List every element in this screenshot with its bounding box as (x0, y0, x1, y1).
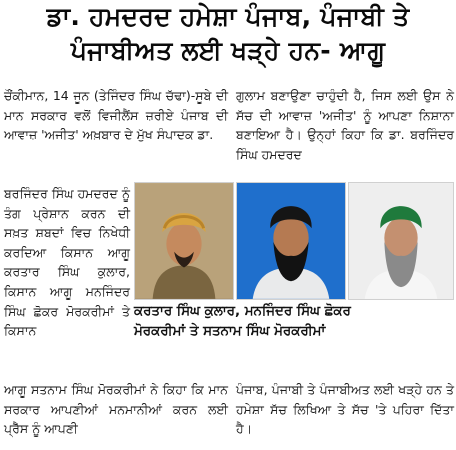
article-column-1-narrow: ਬਰਜਿੰਦਰ ਸਿੰਘ ਹਮਦਰਦ ਨੂੰ ਤੰਗ ਪ੍ਰੇਸ਼ਾਨ ਕਰਨ ਦੀ ਸਖ਼ਤ ਸ਼ਬਦਾਂ ਵਿਚ ਨਿਖੇਧੀ ਕਰਦਿਆ ਕਿਸਾਨ ਆਗੂ ਕਰਤਾਰ ਸਿੰਘ ਕੁਲਾਰ, ਕਿਸਾਨ ਆਗੂ ਮਨਜਿੰਦਰ ਸਿੰਘ ਛੋਕਰ ਮੋਰਕਰੀਮਾਂ ਤੇ ਕਿਸਾਨ (4, 186, 130, 339)
headline-line-1: ਡਾ. ਹਮਦਰਦ ਹਮੇਸ਼ਾ ਪੰਜਾਬ, ਪੰਜਾਬੀ ਤੇ (46, 2, 410, 31)
photo-satnam-singh-morkarima (348, 182, 454, 300)
photo-kartar-singh-kular (134, 182, 234, 300)
photo-caption-line-1: ਕਰਤਾਰ ਸਿੰਘ ਕੁਲਾਰ, ਮਨਜਿੰਦਰ ਸਿੰਘ ਛੋਕਰ (134, 304, 351, 319)
portrait-turban-saffron-icon (135, 183, 233, 299)
article-column-2-top: ਗੁਲਾਮ ਬਣਾਉਣਾ ਚਾਹੁੰਦੀ ਹੈ, ਜਿਸ ਲਈ ਉਸ ਨੇ ਸੱਚ ਦੀ ਆਵਾਜ਼ 'ਅਜੀਤ' ਨੂੰ ਆਪਣਾ ਨਿਸ਼ਾਨਾ ਬਣਾਇਆ ਹੈ। ਉਨ੍ਹਾਂ ਕਿਹਾ ਕਿ ਡਾ. ਬਰਜਿੰਦਰ ਸਿੰਘ ਹਮਦਰਦ (236, 88, 454, 162)
photo-caption-line-2: ਮੋਰਕਰੀਮਾਂ ਤੇ ਸਤਨਾਮ ਸਿੰਘ ਮੋਰਕਰੀਮਾਂ (134, 324, 326, 339)
portrait-turban-black-icon (237, 183, 345, 299)
article-column-2-bottom: ਪੰਜਾਬ, ਪੰਜਾਬੀ ਤੇ ਪੰਜਾਬੀਅਤ ਲਈ ਖੜ੍ਹੇ ਹਨ ਤੇ ਹਮੇਸ਼ਾ ਸੱਚ ਲਿਖਿਆ ਤੇ ਸੱਚ 'ਤੇ ਪਹਿਰਾ ਦਿੱਤਾ ਹੈ। (236, 382, 454, 437)
headline-line-2: ਪੰਜਾਬੀਅਤ ਲਈ ਖੜ੍ਹੇ ਹਨ- ਆਗੂ (70, 36, 386, 65)
article-column-1-top: ਚੌਂਕੀਮਾਨ, 14 ਜੂਨ (ਤੇਜਿੰਦਰ ਸਿੰਘ ਚੱਢਾ)-ਸੂਬੇ ਦੀ ਮਾਨ ਸਰਕਾਰ ਵਲੋਂ ਵਿਜੀਲੈਂਸ ਜ਼ਰੀਏ ਪੰਜਾਬ ਦੀ ਆਵਾਜ਼ 'ਅਜੀਤ' ਅਖ਼ਬਾਰ ਦੇ ਮੁੱਖ ਸੰਪਾਦਕ ਡਾ. (4, 88, 228, 143)
photo-manjinder-singh-chhokar (236, 182, 346, 300)
article-column-1-bottom: ਆਗੂ ਸਤਨਾਮ ਸਿੰਘ ਮੋਰਕਰੀਮਾਂ ਨੇ ਕਿਹਾ ਕਿ ਮਾਨ ਸਰਕਾਰ ਆਪਣੀਆਂ ਮਨਮਾਨੀਆਂ ਕਰਨ ਲਈ ਪ੍ਰੈੱਸ ਨੂੰ ਆਪਣੀ (4, 382, 228, 437)
portrait-turban-green-icon (349, 183, 453, 299)
